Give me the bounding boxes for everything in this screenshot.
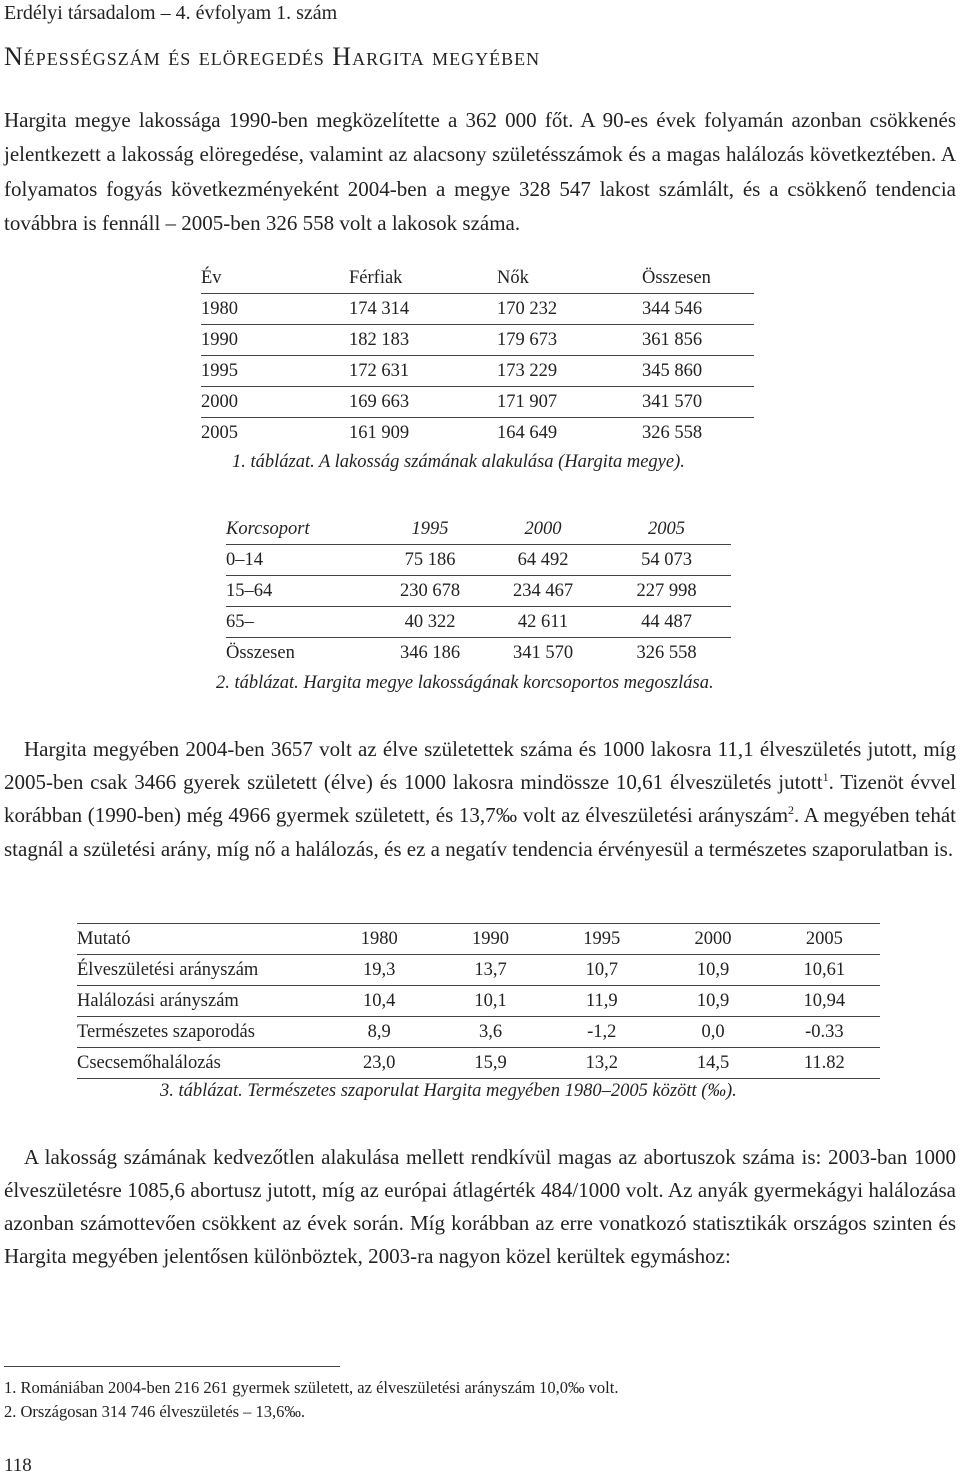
column-header-2005: 2005 (769, 924, 880, 955)
table-cell: 0–14 (226, 545, 376, 576)
column-header-2000: 2000 (484, 514, 602, 545)
table-cell: 161 909 (349, 422, 410, 443)
table-cell: 10,61 (769, 955, 880, 986)
table-cell: 10,94 (769, 986, 880, 1017)
footnote-2: 2. Országosan 314 746 élveszületés – 13,6‰. (4, 1402, 306, 1421)
table-cell: 10,9 (657, 955, 768, 986)
table-cell: 341 570 (642, 387, 754, 418)
table-cell: 1980 (201, 294, 349, 325)
column-header-1990: 1990 (435, 924, 546, 955)
table-cell: 10,1 (435, 986, 546, 1017)
table-row (201, 387, 754, 418)
table-cell: 326 558 (636, 642, 697, 663)
table-cell: 179 673 (497, 325, 642, 356)
footnote-ref-1: 1 (822, 770, 829, 785)
table-cell: 2005 (201, 422, 238, 443)
table-header-row (201, 263, 754, 294)
column-header-1980: 1980 (324, 924, 435, 955)
natural-increase-table (77, 923, 880, 1079)
table-row (226, 638, 731, 669)
table-cell: 42 611 (484, 607, 602, 638)
column-header-women: Nők (497, 263, 642, 294)
column-header-1995: 1995 (376, 514, 484, 545)
table-cell: 13,7 (435, 955, 546, 986)
table-row (226, 607, 731, 638)
column-header-2000: 2000 (657, 924, 768, 955)
paragraph-text-part: . A megyében tehát stagnál a születési arány, míg nő a halálozás, és ez a negatív tendencia érvényesül a természetes szaporulatban is. (4, 803, 956, 861)
table-row (226, 576, 731, 607)
table-cell: 75 186 (376, 545, 484, 576)
table-cell: 164 649 (497, 422, 558, 443)
column-header-men: Férfiak (349, 263, 497, 294)
table-row (201, 418, 754, 449)
table-cell: 40 322 (376, 607, 484, 638)
footnote-ref-2: 2 (788, 803, 795, 818)
table-cell: Csecsemőhalálozás (77, 1048, 324, 1079)
paragraph-text: A lakosság számának kedvezőtlen alakulása mellett rendkívül magas az abortuszok száma is: 2003-ban 1000 élveszületésre 1085,6 abortusz jutott, míg az európai átlagérték 484/1000 volt. Az anyák gyermekágyi halálozása azonban számottevően csökkent az évek során. Míg korábban az erre vonatkozó statisztikák országos szinten és Hargita megyében jelentősen különböztek, 2003-ra nagyon közel kerültek egymáshoz: (4, 1145, 956, 1268)
table-cell: 64 492 (484, 545, 602, 576)
footnote-1: 1. Romániában 2004-ben 216 261 gyermek született, az élveszületési arányszám 10,0‰ volt. (4, 1378, 619, 1397)
table-caption-2: 2. táblázat. Hargita megye lakosságának korcsoportos megoszlása. (216, 673, 714, 693)
table-cell: 227 998 (602, 576, 731, 607)
table-cell: 174 314 (349, 294, 497, 325)
table-cell: 54 073 (602, 545, 731, 576)
column-header-2005: 2005 (602, 514, 731, 545)
page-number: 118 (4, 1455, 32, 1476)
table-cell: 170 232 (497, 294, 642, 325)
footnote-divider (4, 1366, 340, 1367)
table-cell: 173 229 (497, 356, 642, 387)
table-cell: -0.33 (769, 1017, 880, 1048)
table-cell: -1,2 (546, 1017, 657, 1048)
table-row (77, 955, 880, 986)
paragraph-text-part: . Tizenöt évvel korábban (1990-ben) még 4966 gyermek született, és 13,7‰ volt az élveszületési arányszám (4, 770, 956, 828)
table-cell: 346 186 (399, 642, 461, 663)
table-row (77, 1048, 880, 1079)
column-header-1995: 1995 (546, 924, 657, 955)
table-cell: 10,9 (657, 986, 768, 1017)
table-cell: 361 856 (642, 325, 754, 356)
column-header-indicator: Mutató (77, 924, 324, 955)
footnotes (4, 1376, 618, 1424)
table-header-row (226, 514, 731, 545)
table-cell: 19,3 (324, 955, 435, 986)
table-cell: 2000 (201, 387, 349, 418)
paragraph-abortion (4, 1141, 956, 1273)
table-cell: 1995 (201, 356, 349, 387)
table-cell: 345 860 (642, 356, 754, 387)
table-cell: 23,0 (324, 1048, 435, 1079)
table-row (201, 325, 754, 356)
table-caption-3: 3. táblázat. Természetes szaporulat Hargita megyében 1980–2005 között (‰). (160, 1081, 737, 1101)
table-row (77, 1017, 880, 1048)
table-cell: 15,9 (435, 1048, 546, 1079)
table-cell: 8,9 (324, 1017, 435, 1048)
column-header-age-group: Korcsoport (226, 514, 376, 545)
table-row (226, 545, 731, 576)
table-cell: 65– (226, 607, 376, 638)
table-cell: Összesen (226, 642, 295, 663)
table-header-row (77, 924, 880, 955)
table-cell: 15–64 (226, 576, 376, 607)
paragraph-text: Hargita megye lakossága 1990-ben megközelítette a 362 000 főt. A 90-es évek folyamán azonban csökkenés jelentkezett a lakosság elöregedése, valamint az alacsony születésszámok és a magas halálozás következtében. A folyamatos fogyás következményeként 2004-ben a megye 328 547 lakost számlált, és a csökkenő tendencia továbbra is fennáll – 2005-ben 326 558 volt a lakosok száma. (4, 108, 956, 236)
paragraph-text-part: Hargita megyében 2004-ben 3657 volt az élve születettek száma és 1000 lakosra 11,1 élveszületés jutott, míg 2005-ben csak 3466 gyerek született (élve) és 1000 lakosra mindössze 10,61 élveszületés jutott (4, 737, 956, 795)
table-caption-1: 1. táblázat. A lakosság számának alakulása (Hargita megye). (232, 452, 685, 472)
paragraph-intro (4, 103, 956, 241)
table-cell: 172 631 (349, 356, 497, 387)
table-cell: 10,7 (546, 955, 657, 986)
paragraph-births (4, 733, 956, 866)
table-cell: 10,4 (324, 986, 435, 1017)
table-cell: 341 570 (512, 642, 574, 663)
age-group-table (226, 514, 731, 668)
table-cell: 11.82 (769, 1048, 880, 1079)
table-cell: 171 907 (497, 387, 642, 418)
table-row (201, 356, 754, 387)
table-cell: 1990 (201, 325, 349, 356)
table-cell: 11,9 (546, 986, 657, 1017)
section-title: Népességszám és elöregedés Hargita megyében (4, 42, 541, 71)
table-cell: 344 546 (642, 294, 754, 325)
table-cell: Természetes szaporodás (77, 1017, 324, 1048)
table-cell: 326 558 (642, 422, 703, 443)
table-cell: 230 678 (376, 576, 484, 607)
column-header-year: Év (201, 263, 349, 294)
journal-header: Erdélyi társadalom – 4. évfolyam 1. szám (4, 2, 338, 24)
population-table (201, 263, 754, 448)
table-cell: 169 663 (349, 387, 497, 418)
table-cell: 13,2 (546, 1048, 657, 1079)
table-cell: Halálozási arányszám (77, 986, 324, 1017)
table-cell: 182 183 (349, 325, 497, 356)
table-cell: Élveszületési arányszám (77, 955, 324, 986)
table-row (77, 986, 880, 1017)
table-cell: 3,6 (435, 1017, 546, 1048)
table-cell: 234 467 (484, 576, 602, 607)
table-cell: 44 487 (602, 607, 731, 638)
table-cell: 0,0 (657, 1017, 768, 1048)
table-cell: 14,5 (657, 1048, 768, 1079)
paragraph-text (4, 733, 956, 866)
table-row (201, 294, 754, 325)
column-header-total: Összesen (642, 263, 754, 294)
